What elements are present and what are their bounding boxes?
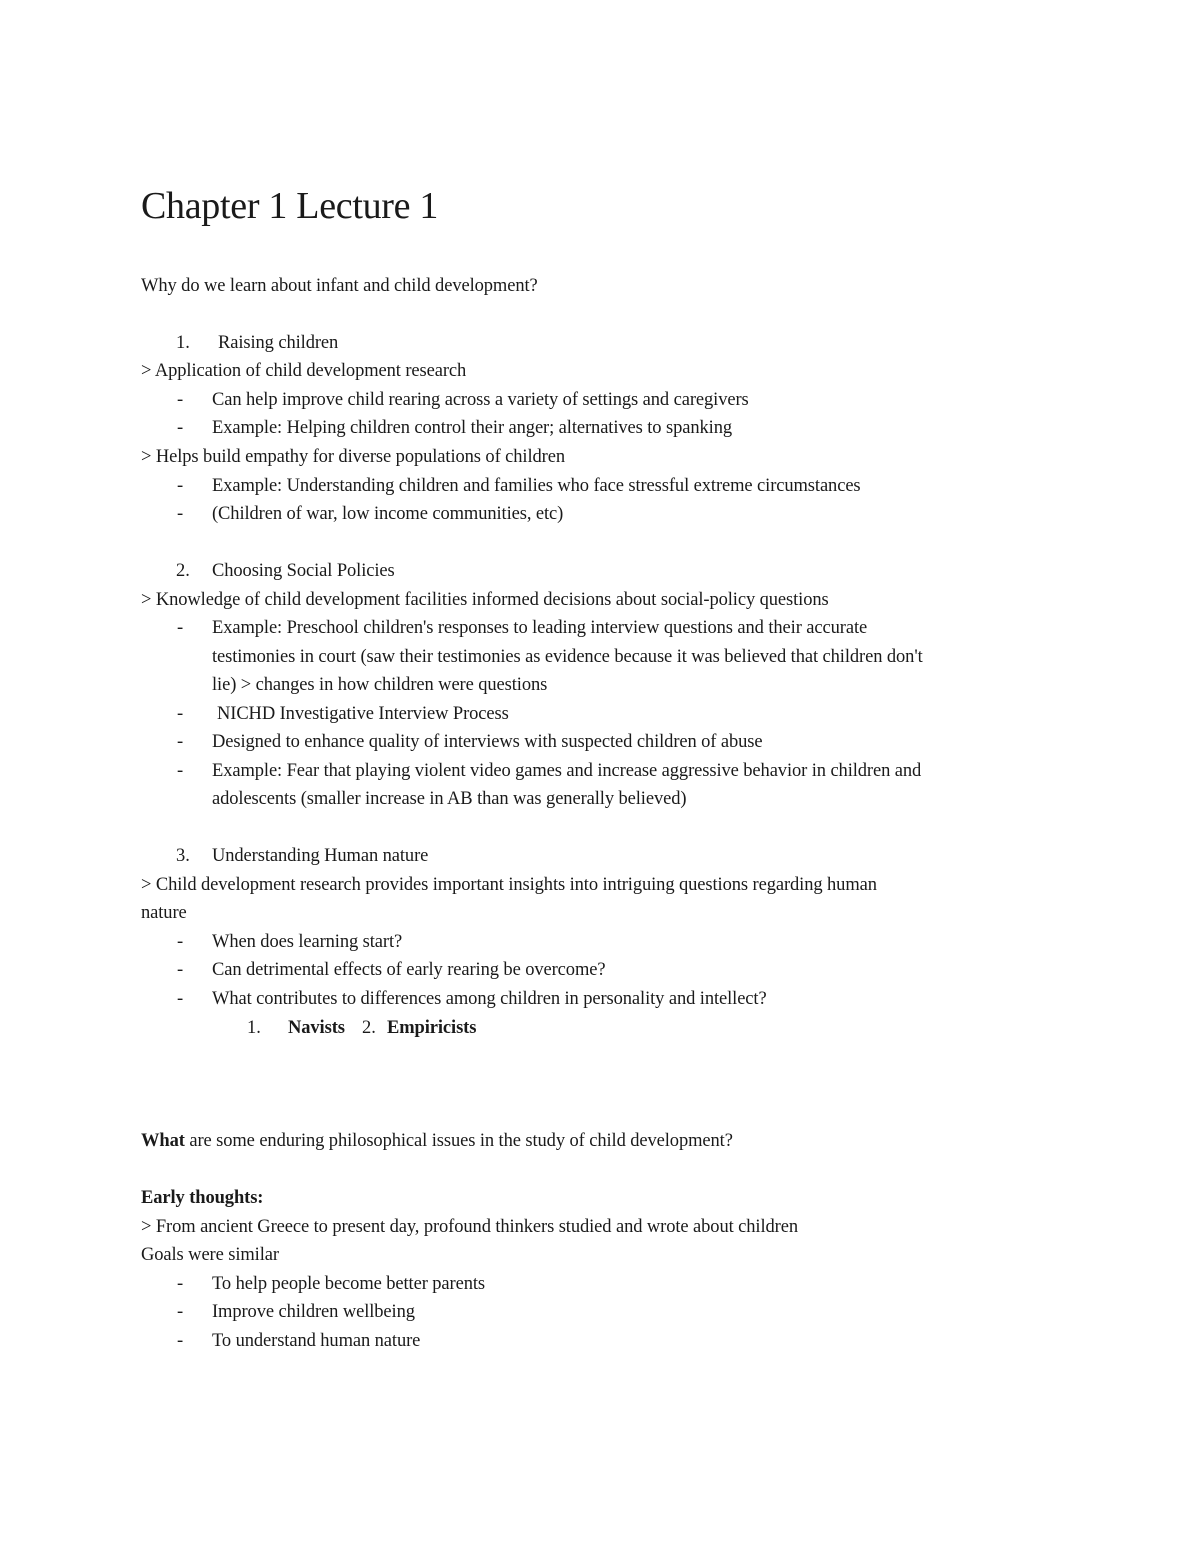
sub-list-navists: Navists [288,1018,345,1038]
section3-point-a-continuation: nature [141,903,187,923]
list-item: Can detrimental effects of early rearing be overcome? [212,960,606,980]
list-item: When does learning start? [212,932,403,952]
list-item: To help people become better parents [212,1274,486,1294]
question-what-rest: are some enduring philosophical issues in the study of child development? [184,1131,733,1151]
bullet-dash: - [177,1331,184,1351]
bullet-dash: - [177,418,184,438]
list-item: Example: Preschool children's responses to leading interview questions and their accurate [212,618,868,638]
section1-point-b: > Helps build empathy for diverse populations of children [141,447,565,467]
list-item: Improve children wellbeing [212,1302,415,1322]
section2-heading: Choosing Social Policies [212,561,395,581]
question-what-bold: What [141,1131,185,1151]
bullet-dash: - [177,1274,184,1294]
bullet-dash: - [177,732,184,752]
question-why: Why do we learn about infant and child development? [141,276,538,296]
bullet-dash: - [177,1302,184,1322]
list-item: Example: Fear that playing violent video games and increase aggressive behavior in children and [212,761,922,781]
question-what [141,1127,733,1155]
bullet-dash: - [177,476,184,496]
sub-list-number-2: 2. [362,1018,376,1038]
bullet-dash: - [177,390,184,410]
bullet-dash: - [177,704,184,724]
list-item: Example: Understanding children and families who face stressful extreme circumstances [212,476,861,496]
sub-list-number-1: 1. [247,1018,261,1038]
list-item: Designed to enhance quality of interviews with suspected children of abuse [212,732,763,752]
bullet-dash: - [177,989,184,1009]
bullet-dash: - [177,960,184,980]
list-item: Can help improve child rearing across a variety of settings and caregivers [212,390,749,410]
early-thoughts-heading: Early thoughts: [141,1188,264,1208]
section1-heading: Raising children [218,333,339,353]
section3-heading: Understanding Human nature [212,846,429,866]
section3-point-a: > Child development research provides important insights into intriguing questions regarding human [141,875,877,895]
list-item: Example: Helping children control their anger; alternatives to spanking [212,418,732,438]
section1-number: 1. [176,333,190,353]
list-item: To understand human nature [212,1331,421,1351]
bullet-dash: - [177,932,184,952]
list-item: NICHD Investigative Interview Process [217,704,509,724]
section2-number: 2. [176,561,190,581]
section2-point-a: > Knowledge of child development facilities informed decisions about social-policy questions [141,590,829,610]
section3-number: 3. [176,846,190,866]
list-item-continuation: lie) > changes in how children were questions [212,675,548,695]
page-title: Chapter 1 Lecture 1 [141,185,439,227]
early-thoughts-line: > From ancient Greece to present day, profound thinkers studied and wrote about children [141,1217,798,1237]
sub-list-empiricists: Empiricists [387,1018,477,1038]
list-item-continuation: testimonies in court (saw their testimonies as evidence because it was believed that children don't [212,647,923,667]
bullet-dash: - [177,618,184,638]
list-item: What contributes to differences among children in personality and intellect? [212,989,767,1009]
list-item: (Children of war, low income communities, etc) [212,504,564,524]
bullet-dash: - [177,504,184,524]
list-item-continuation: adolescents (smaller increase in AB than was generally believed) [212,789,687,809]
bullet-dash: - [177,761,184,781]
early-thoughts-goals: Goals were similar [141,1245,279,1265]
section1-point-a: > Application of child development research [141,361,467,381]
